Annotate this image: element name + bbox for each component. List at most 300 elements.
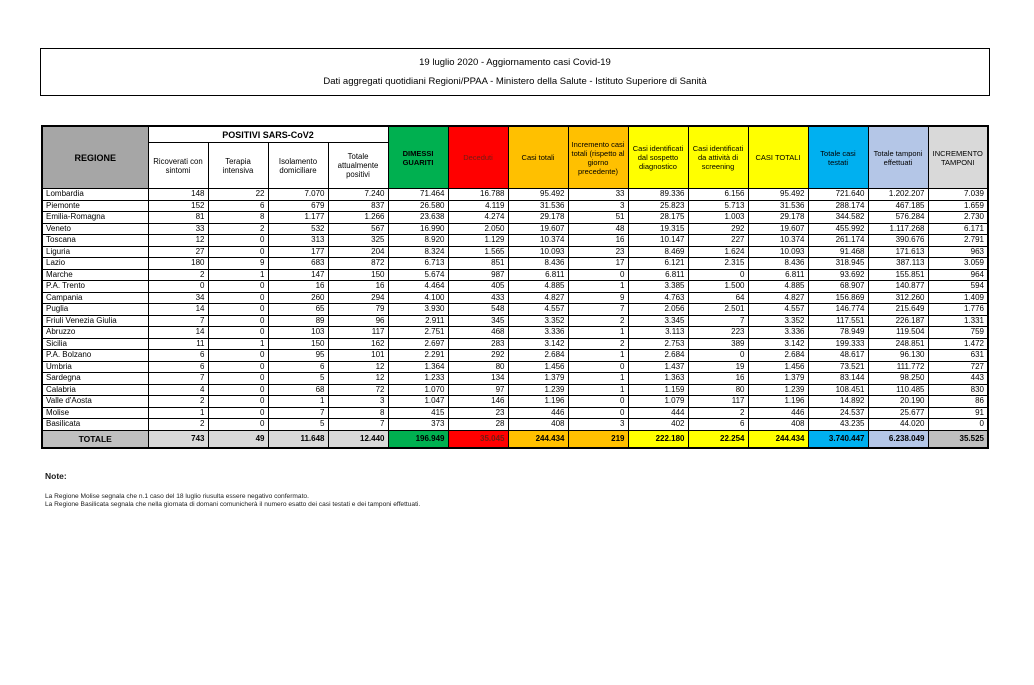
cell: 312.260: [868, 292, 928, 304]
cell: 261.174: [808, 235, 868, 247]
cell: 0: [688, 269, 748, 281]
cell: 16: [568, 235, 628, 247]
cell: 1.070: [388, 384, 448, 396]
cell: 3.142: [748, 338, 808, 350]
cell: 1.266: [328, 212, 388, 224]
cell: 0: [208, 361, 268, 373]
cell: 3.336: [748, 327, 808, 339]
cell: 468: [448, 327, 508, 339]
column-subheader-3: Totale attualmente positivi: [328, 143, 388, 189]
cell: 19.315: [628, 223, 688, 235]
cell: 6.811: [508, 269, 568, 281]
cell: 110.485: [868, 384, 928, 396]
region-name: Emilia-Romagna: [42, 212, 148, 224]
cell: 25.677: [868, 407, 928, 419]
cell: 0: [208, 246, 268, 258]
cell: 872: [328, 258, 388, 270]
cell: 0: [208, 407, 268, 419]
cell: 1.364: [388, 361, 448, 373]
cell: 177: [268, 246, 328, 258]
cell: 33: [568, 189, 628, 201]
cell: 4.119: [448, 200, 508, 212]
cell: 97: [448, 384, 508, 396]
cell: 1.003: [688, 212, 748, 224]
cell: 28: [448, 419, 508, 431]
cell: 8: [328, 407, 388, 419]
covid-data-table: [41, 125, 989, 449]
region-name: Umbria: [42, 361, 148, 373]
cell: 23.638: [388, 212, 448, 224]
cell: 10.093: [508, 246, 568, 258]
cell: 2: [208, 223, 268, 235]
cell: 95: [268, 350, 328, 362]
cell: 26.580: [388, 200, 448, 212]
cell: 29.178: [748, 212, 808, 224]
cell: 4.557: [748, 304, 808, 316]
cell: 12: [148, 235, 208, 247]
cell: 3: [328, 396, 388, 408]
cell: 390.676: [868, 235, 928, 247]
column-header-casi-sospetto-diagnostico: Casi identificati dal sospetto diagnostico: [628, 126, 688, 189]
cell: 2.056: [628, 304, 688, 316]
cell: 31.536: [508, 200, 568, 212]
table-row: [42, 361, 988, 373]
cell: 2: [568, 315, 628, 327]
cell: 14: [148, 304, 208, 316]
cell: 6.171: [928, 223, 988, 235]
cell: 48: [568, 223, 628, 235]
cell: 467.185: [868, 200, 928, 212]
column-subheader-2: Isolamento domiciliare: [268, 143, 328, 189]
cell: 851: [448, 258, 508, 270]
totale-cell: 743: [148, 430, 208, 448]
cell: 325: [328, 235, 388, 247]
totale-cell: 35.525: [928, 430, 988, 448]
table-row: [42, 223, 988, 235]
cell: 1: [208, 269, 268, 281]
cell: 405: [448, 281, 508, 293]
table-row: [42, 189, 988, 201]
cell: 4.557: [508, 304, 568, 316]
cell: 0: [568, 269, 628, 281]
cell: 148: [148, 189, 208, 201]
cell: 987: [448, 269, 508, 281]
cell: 2: [568, 338, 628, 350]
cell: 72: [328, 384, 388, 396]
cell: 16.788: [448, 189, 508, 201]
cell: 1.129: [448, 235, 508, 247]
region-name: Lombardia: [42, 189, 148, 201]
totale-cell: 244.434: [748, 430, 808, 448]
cell: 2.050: [448, 223, 508, 235]
cell: 9: [568, 292, 628, 304]
totale-cell: 11.648: [268, 430, 328, 448]
cell: 830: [928, 384, 988, 396]
cell: 8.436: [508, 258, 568, 270]
cell: 10.093: [748, 246, 808, 258]
cell: 16: [328, 281, 388, 293]
totale-cell: 22.254: [688, 430, 748, 448]
cell: 3.352: [508, 315, 568, 327]
region-name: Marche: [42, 269, 148, 281]
cell: 594: [928, 281, 988, 293]
cell: 150: [268, 338, 328, 350]
totale-label: TOTALE: [42, 430, 148, 448]
cell: 759: [928, 327, 988, 339]
cell: 1.239: [748, 384, 808, 396]
table-row: [42, 373, 988, 385]
cell: 10.374: [508, 235, 568, 247]
cell: 7: [268, 407, 328, 419]
cell: 7: [328, 419, 388, 431]
table-row: [42, 281, 988, 293]
cell: 344.582: [808, 212, 868, 224]
cell: 91: [928, 407, 988, 419]
cell: 22: [208, 189, 268, 201]
cell: 93.692: [808, 269, 868, 281]
cell: 227: [688, 235, 748, 247]
table-row: [42, 212, 988, 224]
cell: 7.039: [928, 189, 988, 201]
cell: 248.851: [868, 338, 928, 350]
cell: 1.456: [748, 361, 808, 373]
cell: 28.175: [628, 212, 688, 224]
cell: 6: [148, 361, 208, 373]
cell: 140.877: [868, 281, 928, 293]
column-header-regione: REGIONE: [42, 126, 148, 189]
cell: 283: [448, 338, 508, 350]
region-name: P.A. Bolzano: [42, 350, 148, 362]
cell: 1.196: [748, 396, 808, 408]
cell: 6.811: [628, 269, 688, 281]
cell: 0: [208, 373, 268, 385]
cell: 226.187: [868, 315, 928, 327]
cell: 288.174: [808, 200, 868, 212]
cell: 4.763: [628, 292, 688, 304]
cell: 6: [688, 419, 748, 431]
cell: 155.851: [868, 269, 928, 281]
cell: 89.336: [628, 189, 688, 201]
cell: 29.178: [508, 212, 568, 224]
cell: 108.451: [808, 384, 868, 396]
cell: 4.885: [508, 281, 568, 293]
cell: 0: [688, 350, 748, 362]
column-header-incremento-tamponi: INCREMENTO TAMPONI: [928, 126, 988, 189]
cell: 2.730: [928, 212, 988, 224]
cell: 119.504: [868, 327, 928, 339]
column-header-incremento-casi-totali: Incremento casi totali (rispetto al giorno precedente): [568, 126, 628, 189]
table-row: [42, 304, 988, 316]
notes-section: [45, 471, 420, 508]
region-name: Sardegna: [42, 373, 148, 385]
cell: 68.907: [808, 281, 868, 293]
column-header-dimessi-guariti: DIMESSI GUARITI: [388, 126, 448, 189]
cell: 1.239: [508, 384, 568, 396]
cell: 10.374: [748, 235, 808, 247]
cell: 6.811: [748, 269, 808, 281]
cell: 23: [568, 246, 628, 258]
cell: 1.565: [448, 246, 508, 258]
cell: 1.379: [748, 373, 808, 385]
cell: 446: [508, 407, 568, 419]
totale-cell: 6.238.049: [868, 430, 928, 448]
cell: 679: [268, 200, 328, 212]
column-header-casi-screening: Casi identificati da attività di screening: [688, 126, 748, 189]
cell: 1.331: [928, 315, 988, 327]
cell: 2: [148, 419, 208, 431]
cell: 0: [208, 350, 268, 362]
cell: 415: [388, 407, 448, 419]
column-header-totale-casi-testati: Totale casi testati: [808, 126, 868, 189]
cell: 25.823: [628, 200, 688, 212]
cell: 3: [568, 419, 628, 431]
cell: 567: [328, 223, 388, 235]
cell: 0: [208, 281, 268, 293]
cell: 1.233: [388, 373, 448, 385]
cell: 1.079: [628, 396, 688, 408]
cell: 1.202.207: [868, 189, 928, 201]
cell: 1.159: [628, 384, 688, 396]
cell: 1.117.268: [868, 223, 928, 235]
cell: 147: [268, 269, 328, 281]
cell: 19: [688, 361, 748, 373]
region-name: Sicilia: [42, 338, 148, 350]
cell: 408: [508, 419, 568, 431]
region-name: Calabria: [42, 384, 148, 396]
table-row: [42, 396, 988, 408]
cell: 2: [688, 407, 748, 419]
cell: 444: [628, 407, 688, 419]
cell: 8.920: [388, 235, 448, 247]
cell: 91.468: [808, 246, 868, 258]
table-row: [42, 407, 988, 419]
column-subheader-0: Ricoverati con sintomi: [148, 143, 208, 189]
note-line-basilicata: La Regione Basilicata segnala che nella giornata di domani comunicherà il numero esatto dei casi testati e dei tamponi effettuati.: [45, 500, 421, 508]
cell: 455.992: [808, 223, 868, 235]
cell: 162: [328, 338, 388, 350]
cell: 1: [568, 373, 628, 385]
cell: 4.885: [748, 281, 808, 293]
cell: 171.613: [868, 246, 928, 258]
table-row: [42, 350, 988, 362]
totale-cell: 196.949: [388, 430, 448, 448]
cell: 7: [148, 373, 208, 385]
cell: 78.949: [808, 327, 868, 339]
cell: 7.070: [268, 189, 328, 201]
cell: 964: [928, 269, 988, 281]
cell: 0: [148, 281, 208, 293]
cell: 1.196: [508, 396, 568, 408]
cell: 2.753: [628, 338, 688, 350]
cell: 1.363: [628, 373, 688, 385]
cell: 4.100: [388, 292, 448, 304]
cell: 14: [148, 327, 208, 339]
cell: 1.379: [508, 373, 568, 385]
cell: 373: [388, 419, 448, 431]
cell: 294: [328, 292, 388, 304]
table-row: [42, 315, 988, 327]
cell: 1.624: [688, 246, 748, 258]
column-group-positivi-sars-cov2: POSITIVI SARS-CoV2: [148, 126, 388, 143]
cell: 199.333: [808, 338, 868, 350]
cell: 8.436: [748, 258, 808, 270]
cell: 96: [328, 315, 388, 327]
cell: 963: [928, 246, 988, 258]
region-name: P.A. Trento: [42, 281, 148, 293]
cell: 8.469: [628, 246, 688, 258]
cell: 292: [688, 223, 748, 235]
cell: 318.945: [808, 258, 868, 270]
cell: 1: [568, 384, 628, 396]
cell: 3.930: [388, 304, 448, 316]
cell: 0: [568, 396, 628, 408]
cell: 6.713: [388, 258, 448, 270]
notes-title: Note:: [45, 471, 67, 481]
cell: 223: [688, 327, 748, 339]
cell: 631: [928, 350, 988, 362]
cell: 14.892: [808, 396, 868, 408]
cell: 532: [268, 223, 328, 235]
cell: 48.617: [808, 350, 868, 362]
totale-cell: 12.440: [328, 430, 388, 448]
cell: 2.315: [688, 258, 748, 270]
region-name: Friuli Venezia Giulia: [42, 315, 148, 327]
cell: 152: [148, 200, 208, 212]
cell: 402: [628, 419, 688, 431]
cell: 134: [448, 373, 508, 385]
cell: 80: [688, 384, 748, 396]
cell: 408: [748, 419, 808, 431]
cell: 443: [928, 373, 988, 385]
column-subheader-1: Terapia intensiva: [208, 143, 268, 189]
cell: 11: [148, 338, 208, 350]
cell: 150: [328, 269, 388, 281]
cell: 95.492: [508, 189, 568, 201]
cell: 7: [688, 315, 748, 327]
cell: 446: [748, 407, 808, 419]
totale-cell: 222.180: [628, 430, 688, 448]
region-name: Basilicata: [42, 419, 148, 431]
cell: 389: [688, 338, 748, 350]
cell: 16.990: [388, 223, 448, 235]
cell: 5: [268, 419, 328, 431]
cell: 433: [448, 292, 508, 304]
report-title-box: [40, 48, 990, 96]
cell: 1: [148, 407, 208, 419]
cell: 0: [568, 407, 628, 419]
cell: 0: [928, 419, 988, 431]
column-header-casi-totali-complessivi: CASI TOTALI: [748, 126, 808, 189]
cell: 3.385: [628, 281, 688, 293]
cell: 4: [148, 384, 208, 396]
totale-cell: 3.740.447: [808, 430, 868, 448]
cell: 146: [448, 396, 508, 408]
column-header-casi-totali: Casi totali: [508, 126, 568, 189]
cell: 1.659: [928, 200, 988, 212]
cell: 4.274: [448, 212, 508, 224]
cell: 548: [448, 304, 508, 316]
totale-cell: 244.434: [508, 430, 568, 448]
cell: 292: [448, 350, 508, 362]
table-row: [42, 419, 988, 431]
cell: 260: [268, 292, 328, 304]
cell: 111.772: [868, 361, 928, 373]
cell: 2.791: [928, 235, 988, 247]
table-row: [42, 269, 988, 281]
region-name: Lazio: [42, 258, 148, 270]
cell: 1.409: [928, 292, 988, 304]
region-name: Molise: [42, 407, 148, 419]
cell: 1: [568, 350, 628, 362]
report-title-line2: Dati aggregati quotidiani Regioni/PPAA - Ministero della Salute - Istituto Superiore di Sanità: [323, 76, 707, 87]
cell: 1.500: [688, 281, 748, 293]
cell: 3.142: [508, 338, 568, 350]
cell: 101: [328, 350, 388, 362]
cell: 6.156: [688, 189, 748, 201]
cell: 1: [568, 327, 628, 339]
cell: 3.113: [628, 327, 688, 339]
table-row: [42, 235, 988, 247]
cell: 73.521: [808, 361, 868, 373]
cell: 3: [568, 200, 628, 212]
cell: 313: [268, 235, 328, 247]
cell: 117: [688, 396, 748, 408]
note-line-molise: La Regione Molise segnala che n.1 caso del 18 luglio riusulta essere negativo confermato.: [45, 493, 309, 500]
table-row: [42, 292, 988, 304]
cell: 345: [448, 315, 508, 327]
cell: 81: [148, 212, 208, 224]
cell: 7: [568, 304, 628, 316]
cell: 837: [328, 200, 388, 212]
cell: 17: [568, 258, 628, 270]
cell: 0: [208, 396, 268, 408]
cell: 2.684: [748, 350, 808, 362]
cell: 98.250: [868, 373, 928, 385]
cell: 6.121: [628, 258, 688, 270]
cell: 0: [208, 384, 268, 396]
table-row: [42, 338, 988, 350]
cell: 204: [328, 246, 388, 258]
cell: 5.713: [688, 200, 748, 212]
cell: 180: [148, 258, 208, 270]
totale-cell: 49: [208, 430, 268, 448]
column-header-deceduti: Deceduti: [448, 126, 508, 189]
cell: 1.456: [508, 361, 568, 373]
cell: 31.536: [748, 200, 808, 212]
cell: 2: [148, 396, 208, 408]
cell: 1.047: [388, 396, 448, 408]
cell: 3.336: [508, 327, 568, 339]
cell: 71.464: [388, 189, 448, 201]
cell: 6: [208, 200, 268, 212]
cell: 3.352: [748, 315, 808, 327]
cell: 65: [268, 304, 328, 316]
cell: 2.684: [508, 350, 568, 362]
cell: 387.113: [868, 258, 928, 270]
cell: 19.607: [508, 223, 568, 235]
table-row: [42, 258, 988, 270]
cell: 12: [328, 373, 388, 385]
cell: 34: [148, 292, 208, 304]
cell: 44.020: [868, 419, 928, 431]
table-row: [42, 384, 988, 396]
cell: 86: [928, 396, 988, 408]
cell: 2.291: [388, 350, 448, 362]
cell: 27: [148, 246, 208, 258]
cell: 1.437: [628, 361, 688, 373]
cell: 1: [208, 338, 268, 350]
region-name: Liguria: [42, 246, 148, 258]
